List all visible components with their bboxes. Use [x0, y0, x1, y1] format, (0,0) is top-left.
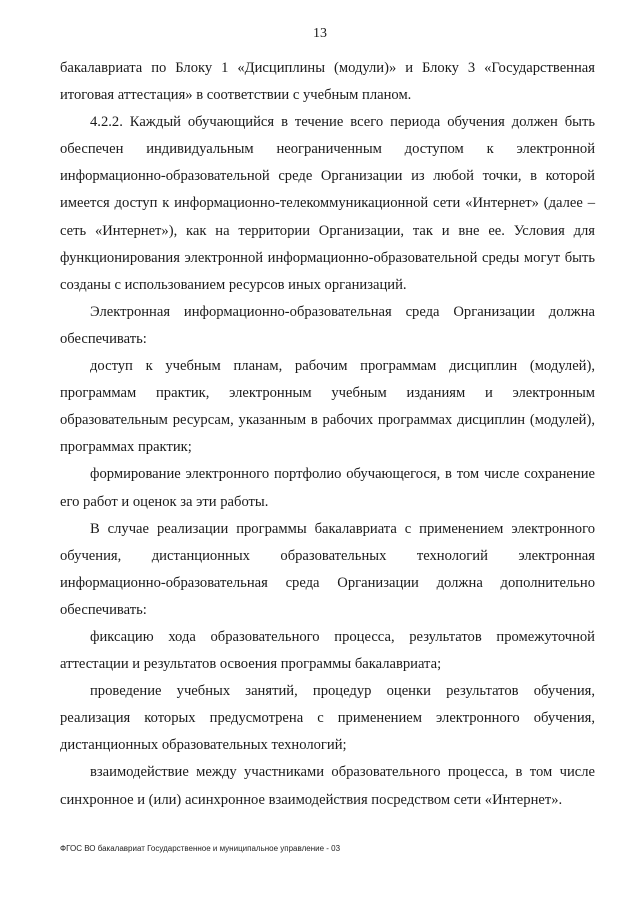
paragraph-environment-intro: Электронная информационно-образовательная среда Организации должна обеспечивать:: [60, 303, 595, 347]
page-number: 13: [313, 26, 327, 41]
list-item-interaction: взаимодействие между участниками образовательного процесса, в том числе синхронное и (или) асинхронное взаимодействия посредством сети «Интернет».: [60, 764, 595, 808]
page-footer: ФГОС ВО бакалавриат Государственное и муниципальное управление - 03: [60, 844, 341, 853]
paragraph-distance-learning: В случае реализации программы бакалавриата с применением электронного обучения, дистанционных образовательных технологий электронная информационно-образовательная среда Организации должна дополнительно обеспечивать:: [60, 520, 595, 618]
list-item-classes: проведение учебных занятий, процедур оценки результатов обучения, реализация которых предусмотрена с применением электронного обучения, дистанционных образовательных технологий;: [60, 683, 595, 754]
list-item-portfolio: формирование электронного портфолио обучающегося, в том числе сохранение его работ и оценок за эти работы.: [60, 466, 595, 510]
paragraph-continuation: бакалавриата по Блоку 1 «Дисциплины (модули)» и Блоку 3 «Государственная итоговая аттестация» в соответствии с учебным планом.: [60, 60, 595, 104]
list-item-access: доступ к учебным планам, рабочим программам дисциплин (модулей), программам практик, электронным учебным изданиям и электронным образовательным ресурсам, указанным в рабочих программах дисциплин (модулей), программах практик;: [60, 358, 595, 456]
list-item-recording: фиксацию хода образовательного процесса, результатов промежуточной аттестации и результатов освоения программы бакалавриата;: [60, 628, 595, 673]
document-body: [60, 55, 595, 814]
paragraph-4-2-2: 4.2.2. Каждый обучающийся в течение всего периода обучения должен быть обеспечен индивидуальным неограниченным доступом к электронной информационно-образовательной среде Организации из любой точки, в которой имеется доступ к информационно-телекоммуникационной сети «Интернет» (далее – сеть «Интернет»), как на территории Организации, так и вне ее. Условия для функционирования электронной информационно-образовательной среды могут быть созданы с использованием ресурсов иных организаций.: [60, 114, 595, 293]
